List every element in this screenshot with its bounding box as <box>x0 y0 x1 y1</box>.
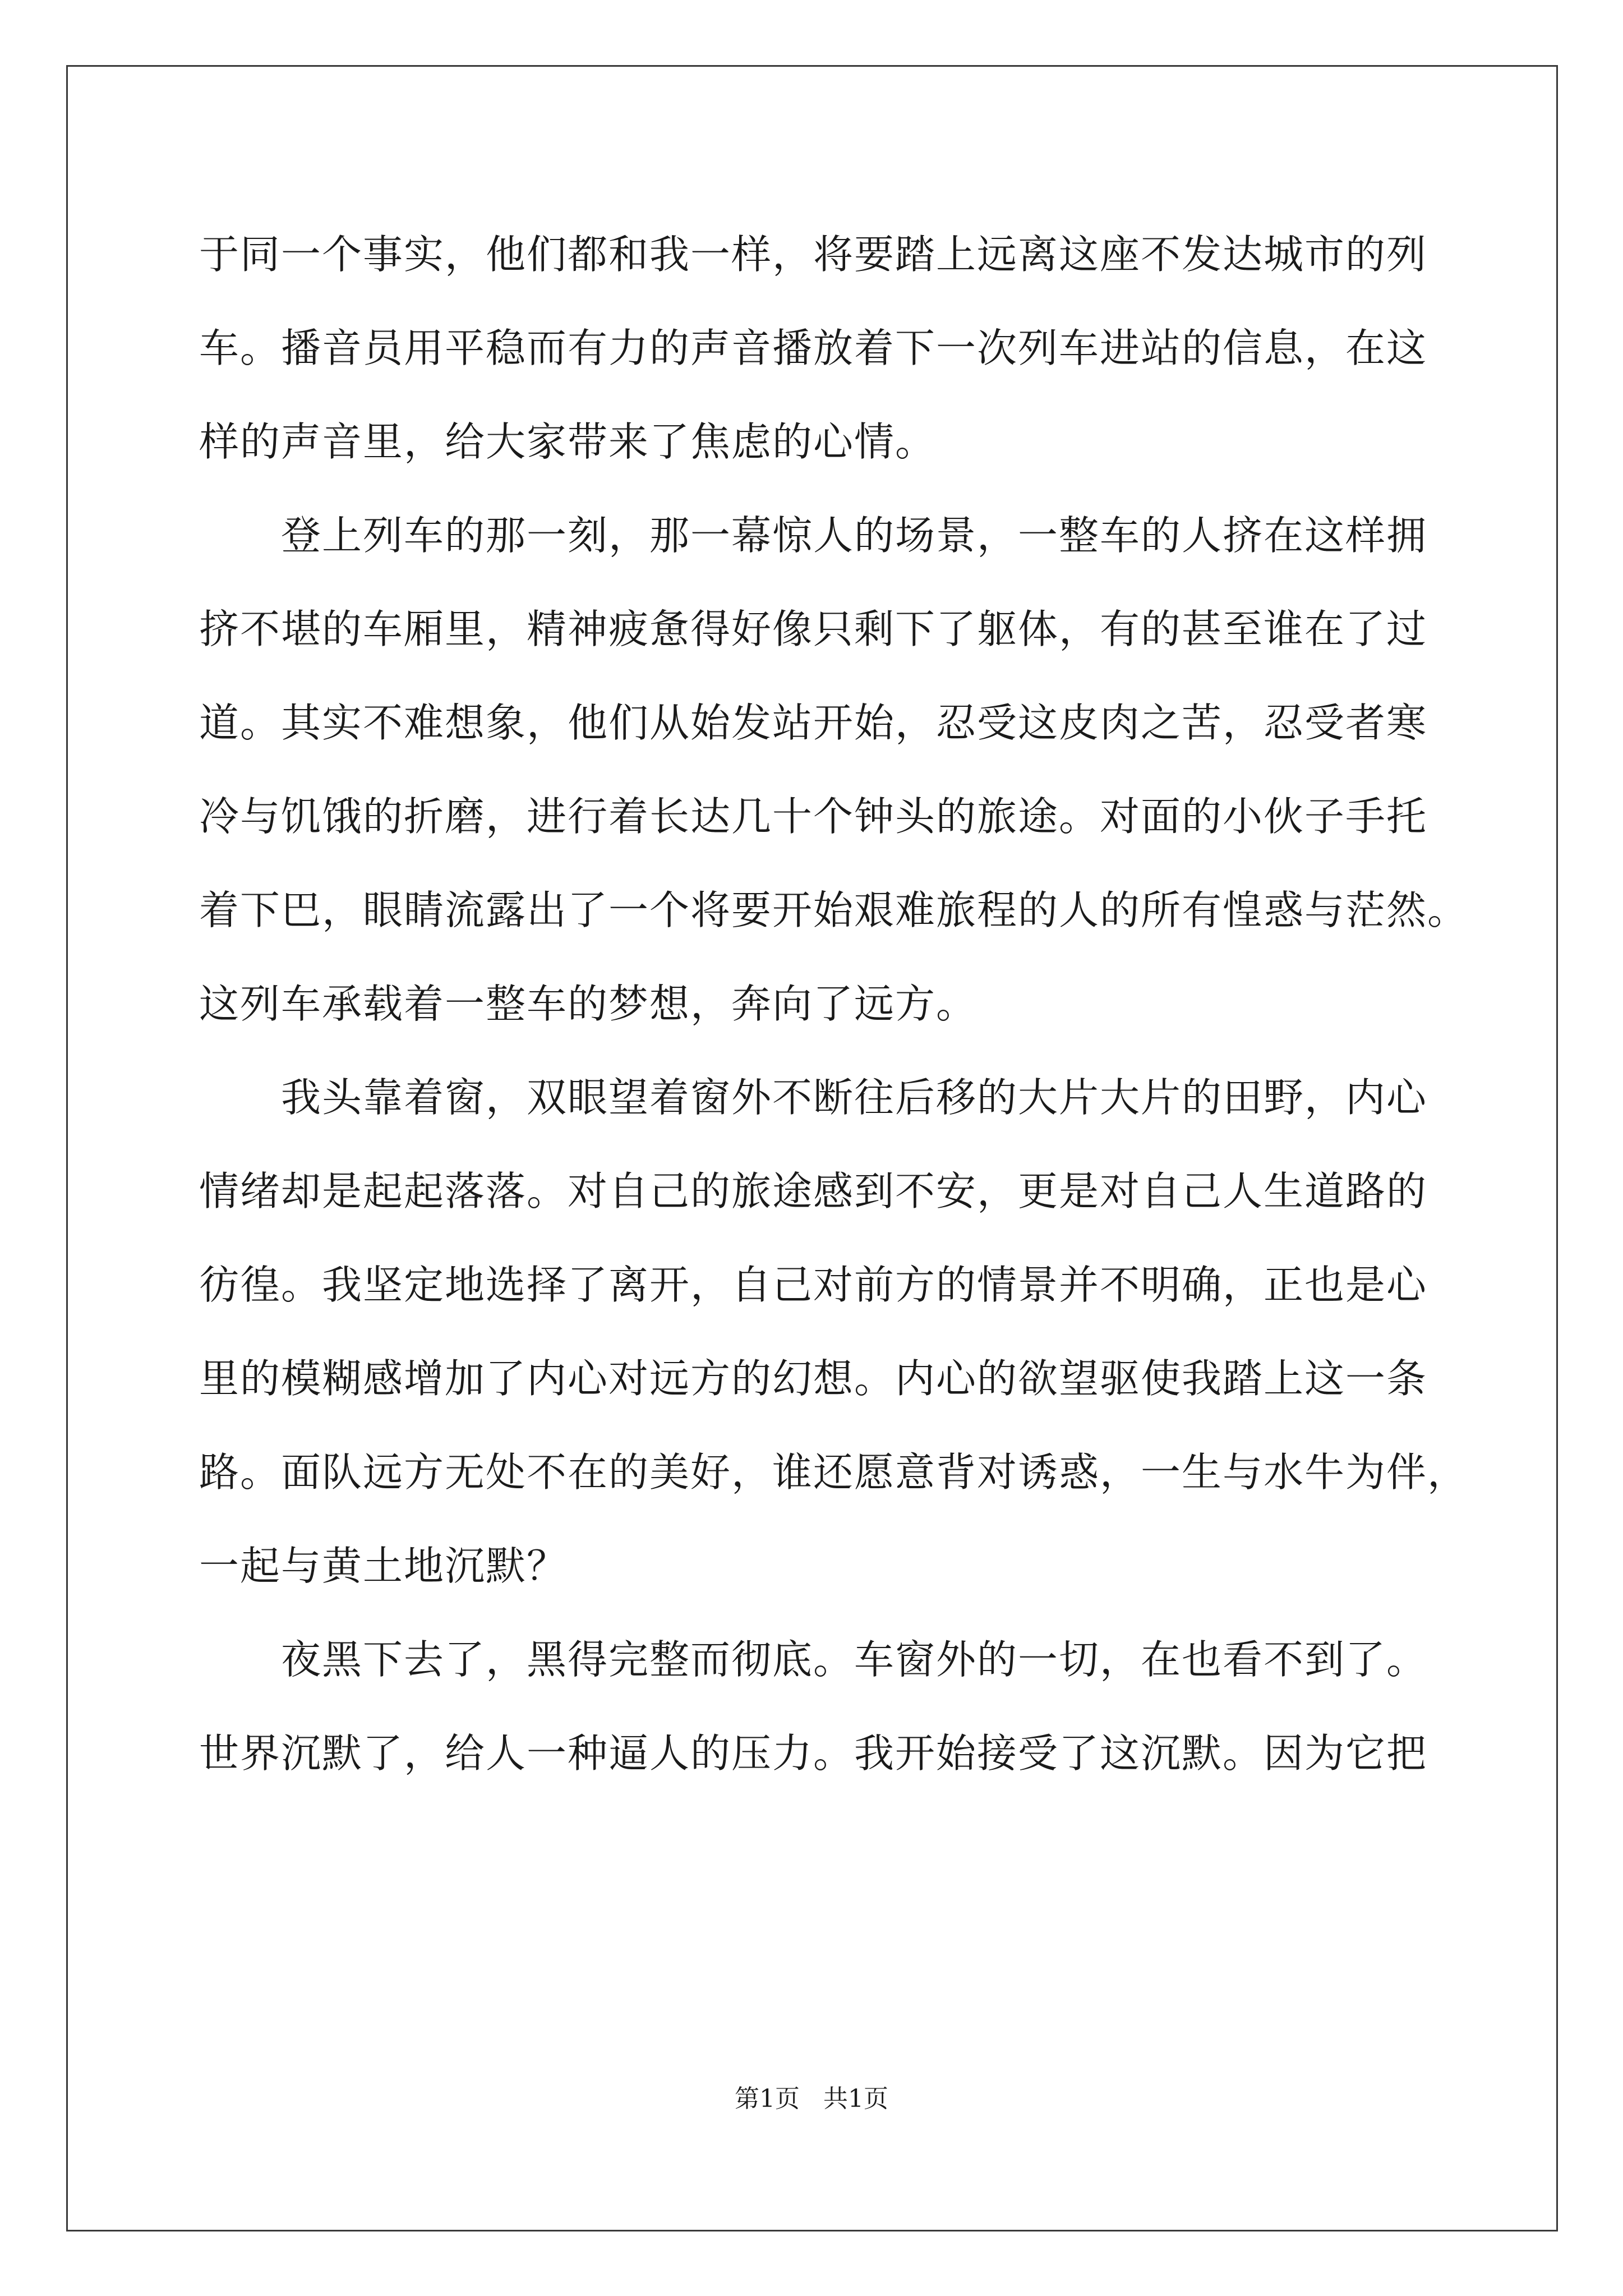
text-line: 夜黑下去了，黑得完整而彻底。车窗外的一切，在也看不到了。 <box>281 1636 1428 1683</box>
text-line: 样的声音里，给大家带来了焦虑的心情。 <box>199 418 937 465</box>
text-line: 着下巴，眼睛流露出了一个将要开始艰难旅程的人的所有惶惑与茫然。 <box>199 887 1469 933</box>
text-line: 于同一个事实，他们都和我一样，将要踏上远离这座不发达城市的列 <box>199 231 1428 278</box>
text-line: 车。播音员用平稳而有力的声音播放着下一次列车进站的信息，在这 <box>199 325 1428 371</box>
page-number: 第1页 <box>735 2085 800 2113</box>
document-body <box>199 208 1469 1800</box>
page-total: 共1页 <box>823 2085 888 2113</box>
text-line: 道。其实不难想象，他们从始发站开始，忍受这皮肉之苦，忍受者寒 <box>199 700 1428 746</box>
text-line: 里的模糊感增加了内心对远方的幻想。内心的欲望驱使我踏上这一条 <box>199 1355 1428 1402</box>
text-line: 冷与饥饿的折磨，进行着长达几十个钟头的旅途。对面的小伙子手托 <box>199 793 1428 840</box>
text-line: 世界沉默了，给人一种逼人的压力。我开始接受了这沉默。因为它把 <box>199 1730 1428 1777</box>
text-line: 情绪却是起起落落。对自己的旅途感到不安，更是对自己人生道路的 <box>199 1168 1428 1214</box>
text-line: 一起与黄土地沉默？ <box>199 1543 568 1589</box>
text-line: 我头靠着窗，双眼望着窗外不断往后移的大片大片的田野，内心 <box>281 1074 1428 1121</box>
text-line: 这列车承载着一整车的梦想，奔向了远方。 <box>199 981 978 1027</box>
page-footer <box>0 2078 1623 2114</box>
text-line: 挤不堪的车厢里，精神疲惫得好像只剩下了躯体，有的甚至谁在了过 <box>199 606 1428 652</box>
text-line: 路。面队远方无处不在的美好，谁还愿意背对诱惑，一生与水牛为伴， <box>199 1449 1469 1496</box>
text-line: 登上列车的那一刻，那一幕惊人的场景，一整车的人挤在这样拥 <box>281 512 1428 559</box>
text-line: 彷徨。我坚定地选择了离开，自己对前方的情景并不明确，正也是心 <box>199 1262 1428 1308</box>
